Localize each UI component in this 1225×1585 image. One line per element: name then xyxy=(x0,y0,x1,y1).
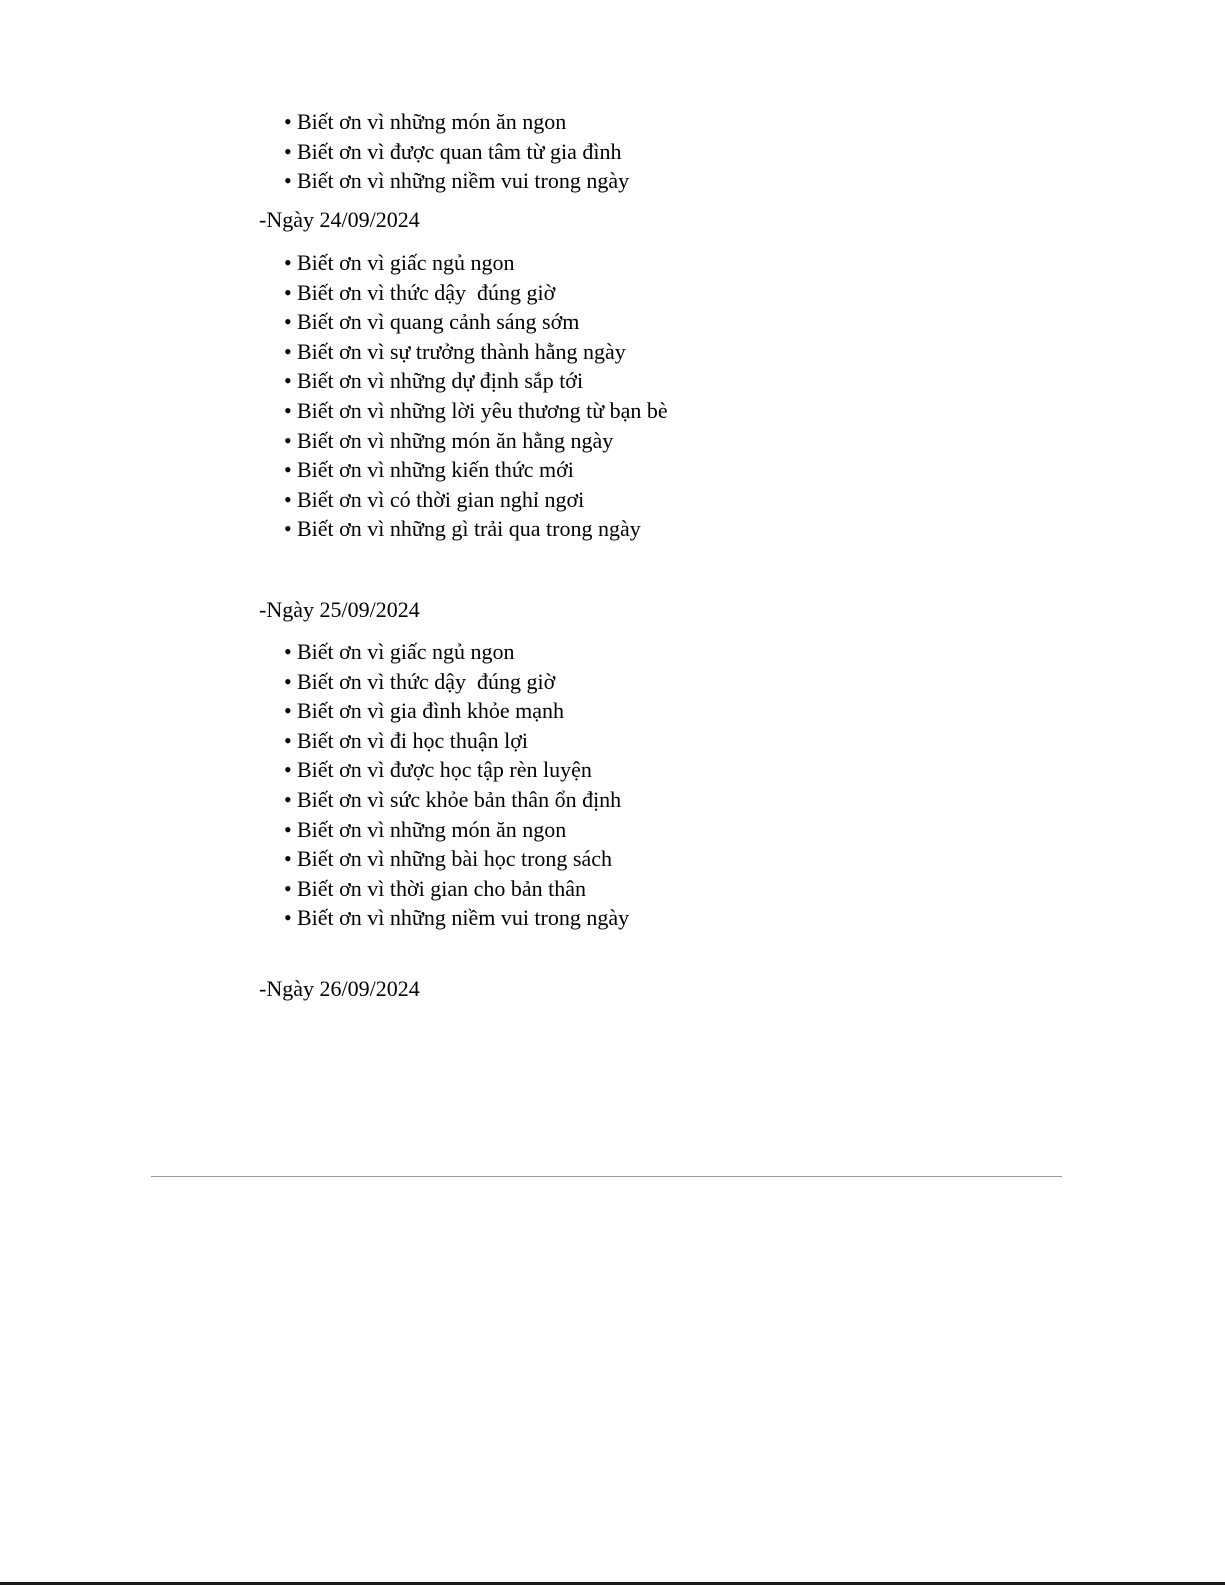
section-24-bullet-list xyxy=(0,248,1225,544)
list-item xyxy=(0,785,1225,815)
list-item xyxy=(0,337,1225,367)
list-item xyxy=(0,815,1225,845)
bullet-icon: • xyxy=(284,250,292,275)
list-item xyxy=(0,455,1225,485)
list-item xyxy=(0,637,1225,667)
bullet-icon: • xyxy=(284,816,292,842)
list-item-text: Biết ơn vì những kiến thức mới xyxy=(297,457,574,483)
list-item-text: Biết ơn vì thức dậy đúng giờ xyxy=(297,668,556,694)
bullet-icon: • xyxy=(284,457,292,483)
bullet-icon: • xyxy=(284,138,292,164)
list-item xyxy=(0,844,1225,874)
list-item-text: Biết ơn vì sức khỏe bản thân ổn định xyxy=(297,786,622,812)
bullet-icon: • xyxy=(284,397,292,423)
bullet-icon: • xyxy=(284,338,292,364)
bullet-icon: • xyxy=(284,757,292,783)
list-item-text: Biết ơn vì có thời gian nghỉ ngơi xyxy=(297,486,585,512)
date-heading: -Ngày 24/09/2024 xyxy=(259,207,420,232)
bullet-icon: • xyxy=(284,427,292,453)
list-item xyxy=(0,396,1225,426)
list-item-text: Biết ơn vì những món ăn hằng ngày xyxy=(297,427,614,453)
list-item-text: Biết ơn vì giấc ngủ ngon xyxy=(297,639,515,664)
list-item-text: Biết ơn vì những bài học trong sách xyxy=(297,846,613,872)
list-item-text: Biết ơn vì những niềm vui trong ngày xyxy=(297,905,630,931)
bullet-icon: • xyxy=(284,905,292,931)
list-item xyxy=(0,166,1225,196)
bullet-icon: • xyxy=(284,279,292,305)
top-bullet-list xyxy=(0,107,1225,196)
top-list-block xyxy=(0,107,1225,196)
list-item xyxy=(0,667,1225,697)
list-item xyxy=(0,426,1225,456)
list-item xyxy=(0,514,1225,544)
bullet-icon: • xyxy=(284,786,292,812)
list-item-text: Biết ơn vì những món ăn ngon xyxy=(297,816,567,842)
bullet-icon: • xyxy=(284,698,292,724)
list-item-text: Biết ơn vì thời gian cho bản thân xyxy=(297,875,587,901)
section-25-bullet-list xyxy=(0,637,1225,933)
bullet-icon: • xyxy=(284,486,292,512)
list-item xyxy=(0,696,1225,726)
list-item xyxy=(0,248,1225,278)
list-item-text: Biết ơn vì thức dậy đúng giờ xyxy=(297,279,556,305)
list-item xyxy=(0,307,1225,337)
section-24-list-block xyxy=(0,248,1225,544)
list-item-text: Biết ơn vì những lời yêu thương từ bạn bè xyxy=(297,397,668,423)
page-divider xyxy=(151,1176,1062,1177)
bullet-icon: • xyxy=(284,727,292,753)
list-item xyxy=(0,903,1225,933)
list-item xyxy=(0,755,1225,785)
list-item-text: Biết ơn vì sự trưởng thành hằng ngày xyxy=(297,338,626,364)
list-item-text: Biết ơn vì quang cảnh sáng sớm xyxy=(297,309,580,335)
list-item xyxy=(0,874,1225,904)
list-item xyxy=(0,366,1225,396)
list-item-text: Biết ơn vì giấc ngủ ngon xyxy=(297,250,515,275)
list-item xyxy=(0,107,1225,137)
bullet-icon: • xyxy=(284,516,292,542)
list-item-text: Biết ơn vì được quan tâm từ gia đình xyxy=(297,138,622,164)
list-item-text: Biết ơn vì những gì trải qua trong ngày xyxy=(297,516,641,542)
bullet-icon: • xyxy=(284,668,292,694)
date-heading: -Ngày 25/09/2024 xyxy=(259,597,420,622)
list-item-text: Biết ơn vì những dự định sắp tới xyxy=(297,368,584,394)
bullet-icon: • xyxy=(284,846,292,872)
list-item xyxy=(0,726,1225,756)
list-item-text: Biết ơn vì những niềm vui trong ngày xyxy=(297,168,630,194)
bullet-icon: • xyxy=(284,368,292,394)
section-25-list-block xyxy=(0,637,1225,933)
bullet-icon: • xyxy=(284,109,292,134)
bullet-icon: • xyxy=(284,309,292,335)
list-item xyxy=(0,137,1225,167)
list-item xyxy=(0,278,1225,308)
list-item xyxy=(0,485,1225,515)
list-item-text: Biết ơn vì gia đình khỏe mạnh xyxy=(297,698,565,724)
bullet-icon: • xyxy=(284,875,292,901)
bullet-icon: • xyxy=(284,168,292,194)
bullet-icon: • xyxy=(284,639,292,664)
list-item-text: Biết ơn vì những món ăn ngon xyxy=(297,109,567,134)
list-item-text: Biết ơn vì được học tập rèn luyện xyxy=(297,757,592,783)
date-heading: -Ngày 26/09/2024 xyxy=(259,976,420,1001)
list-item-text: Biết ơn vì đi học thuận lợi xyxy=(297,727,529,753)
